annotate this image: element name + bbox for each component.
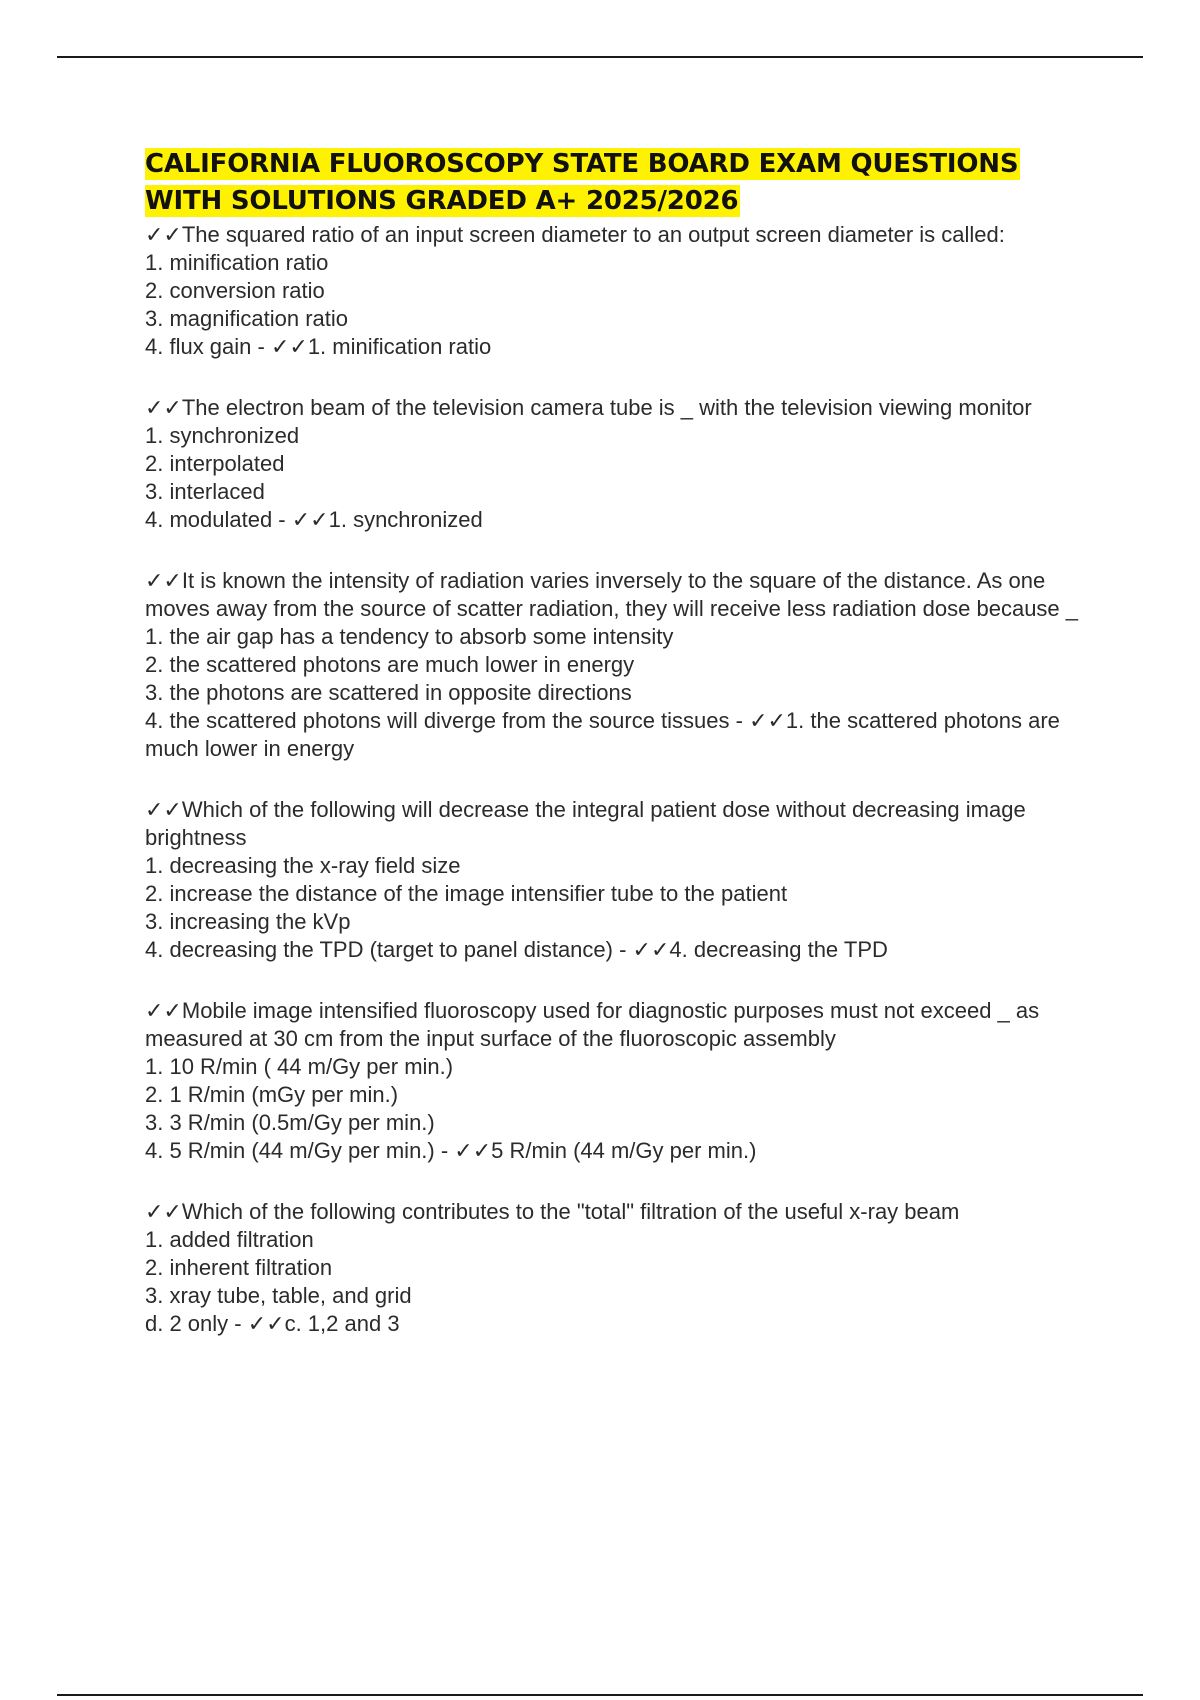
title-line-1: CALIFORNIA FLUOROSCOPY STATE BOARD EXAM QUESTIONS <box>145 149 1019 179</box>
option: 2. inherent filtration <box>145 1255 333 1280</box>
option: 3. 3 R/min (0.5m/Gy per min.) <box>145 1110 435 1135</box>
option: 1. added filtration <box>145 1227 314 1252</box>
question-text: ✓✓Which of the following will decrease the integral patient dose without decreasing image brightness <box>145 797 1026 850</box>
question-text: ✓✓Mobile image intensified fluoroscopy used for diagnostic purposes must not exceed _ as measured at 30 cm from the input surface of the fluoroscopic assembly <box>145 998 1040 1051</box>
question-block <box>145 796 1105 964</box>
footer-rule <box>57 1694 1143 1696</box>
option-with-answer: 4. the scattered photons will diverge from the source tissues - ✓✓1. the scattered photons are much lower in energy <box>145 708 1060 761</box>
option: 1. minification ratio <box>145 250 329 275</box>
title-line-2: WITH SOLUTIONS GRADED A+ 2025/2026 <box>145 186 739 216</box>
option-with-answer: 4. 5 R/min (44 m/Gy per min.) - ✓✓5 R/min (44 m/Gy per min.) <box>145 1138 757 1163</box>
option: 1. the air gap has a tendency to absorb some intensity <box>145 624 674 649</box>
option-with-answer: d. 2 only - ✓✓c. 1,2 and 3 <box>145 1311 400 1336</box>
question-text: ✓✓The squared ratio of an input screen diameter to an output screen diameter is called: <box>145 222 1005 247</box>
question-text: ✓✓Which of the following contributes to the "total" filtration of the useful x-ray beam <box>145 1199 960 1224</box>
document-body <box>145 146 1105 1338</box>
option: 2. the scattered photons are much lower in energy <box>145 652 635 677</box>
question-text: ✓✓It is known the intensity of radiation varies inversely to the square of the distance. As one moves away from the source of scatter radiation, they will receive less radiation dose because _ <box>145 568 1079 621</box>
option: 3. interlaced <box>145 479 265 504</box>
option: 3. the photons are scattered in opposite directions <box>145 680 632 705</box>
option: 3. magnification ratio <box>145 306 348 331</box>
document-title <box>145 146 1105 220</box>
option: 1. decreasing the x-ray field size <box>145 853 461 878</box>
option-with-answer: 4. modulated - ✓✓1. synchronized <box>145 507 483 532</box>
question-block <box>145 997 1105 1165</box>
question-block <box>145 394 1105 534</box>
option: 1. 10 R/min ( 44 m/Gy per min.) <box>145 1054 454 1079</box>
option: 2. 1 R/min (mGy per min.) <box>145 1082 399 1107</box>
option: 3. increasing the kVp <box>145 909 351 934</box>
option: 3. xray tube, table, and grid <box>145 1283 412 1308</box>
option-with-answer: 4. flux gain - ✓✓1. minification ratio <box>145 334 492 359</box>
option: 1. synchronized <box>145 423 300 448</box>
question-text: ✓✓The electron beam of the television camera tube is _ with the television viewing monitor <box>145 395 1032 420</box>
question-block <box>145 1198 1105 1338</box>
question-block <box>145 221 1105 361</box>
option-with-answer: 4. decreasing the TPD (target to panel distance) - ✓✓4. decreasing the TPD <box>145 937 888 962</box>
option: 2. conversion ratio <box>145 278 325 303</box>
question-block <box>145 567 1105 763</box>
option: 2. interpolated <box>145 451 285 476</box>
option: 2. increase the distance of the image intensifier tube to the patient <box>145 881 788 906</box>
header-rule <box>57 56 1143 58</box>
